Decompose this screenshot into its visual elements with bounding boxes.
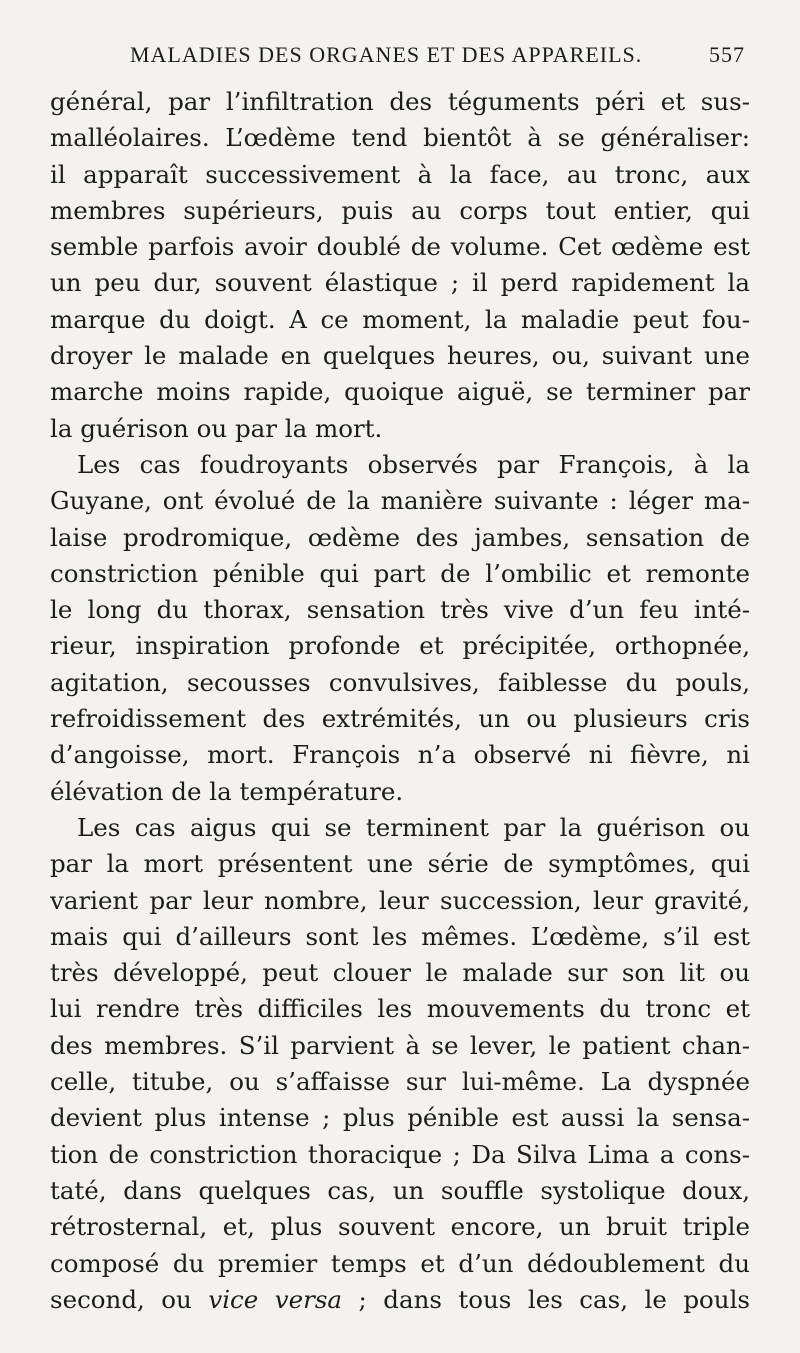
text-line: un peu dur, souvent élastique ; il perd rapidement la [50, 268, 750, 298]
body-text [50, 84, 750, 1318]
text-line: devient plus intense ; plus pénible est aussi la sensa- [50, 1103, 750, 1133]
text-line: malléolaires. L’œdème tend bientôt à se généraliser: [50, 123, 750, 153]
text-line: varient par leur nombre, leur succession, leur gravité, [50, 885, 750, 915]
text-line: composé du premier temps et d’un dédoublement du [50, 1248, 750, 1278]
text-line: Les cas aigus qui se terminent par la guérison ou [77, 812, 750, 842]
text-line: membres supérieurs, puis au corps tout entier, qui [50, 195, 750, 225]
text-line: mais qui d’ailleurs sont les mêmes. L’œdème, s’il est [50, 921, 750, 951]
text-line: il apparaît successivement à la face, au tronc, aux [50, 159, 750, 189]
text-line: taté, dans quelques cas, un souffle systolique doux, [50, 1175, 750, 1205]
text-line: le long du thorax, sensation très vive d’un feu inté- [50, 595, 750, 625]
text-line: marque du doigt. A ce moment, la maladie peut fou- [50, 304, 750, 334]
text-line: semble parfois avoir doublé de volume. Cet œdème est [50, 232, 750, 262]
text-line: marche moins rapide, quoique aiguë, se terminer par [50, 377, 750, 407]
text-line: refroidissement des extrémités, un ou plusieurs cris [50, 704, 750, 734]
text-line: la guérison ou par la mort. [50, 413, 383, 443]
text-segment: ; dans tous les cas, le pouls [342, 1284, 750, 1314]
text-line: Les cas foudroyants observés par François, à la [77, 449, 750, 479]
running-head [130, 42, 745, 76]
text-line: élévation de la température. [50, 776, 404, 806]
running-head-title: MALADIES DES ORGANES ET DES APPAREILS. [130, 42, 643, 67]
text-line: lui rendre très difficiles les mouvements du tronc et [50, 994, 750, 1024]
text-line: constriction pénible qui part de l’ombilic et remonte [50, 558, 750, 588]
text-line: très développé, peut clouer le malade sur son lit ou [50, 958, 750, 988]
text-line: général, par l’infiltration des téguments péri et sus- [50, 87, 750, 116]
text-line: Guyane, ont évolué de la manière suivante : léger ma- [50, 486, 750, 516]
italic-phrase: vice versa [208, 1284, 342, 1314]
text-line: droyer le malade en quelques heures, ou, suivant une [50, 341, 750, 371]
text-line: des membres. S’il parvient à se lever, le patient chan- [50, 1030, 750, 1060]
text-line: rétrosternal, et, plus souvent encore, un bruit triple [50, 1212, 750, 1242]
text-line: celle, titube, ou s’affaisse sur lui-même. La dyspnée [50, 1067, 750, 1097]
text-line: agitation, secousses convulsives, faiblesse du pouls, [50, 667, 750, 697]
text-line: par la mort présentent une série de symptômes, qui [50, 849, 750, 879]
text-segment: second, ou [50, 1284, 192, 1314]
text-line: laise prodromique, œdème des jambes, sensation de [50, 522, 750, 552]
page-number: 557 [709, 42, 745, 67]
text-line [50, 1282, 750, 1318]
text-line: rieur, inspiration profonde et précipitée, orthopnée, [50, 631, 750, 661]
text-line: d’angoisse, mort. François n’a observé ni fièvre, ni [50, 740, 750, 770]
text-line: tion de constriction thoracique ; Da Silva Lima a cons- [50, 1139, 750, 1169]
